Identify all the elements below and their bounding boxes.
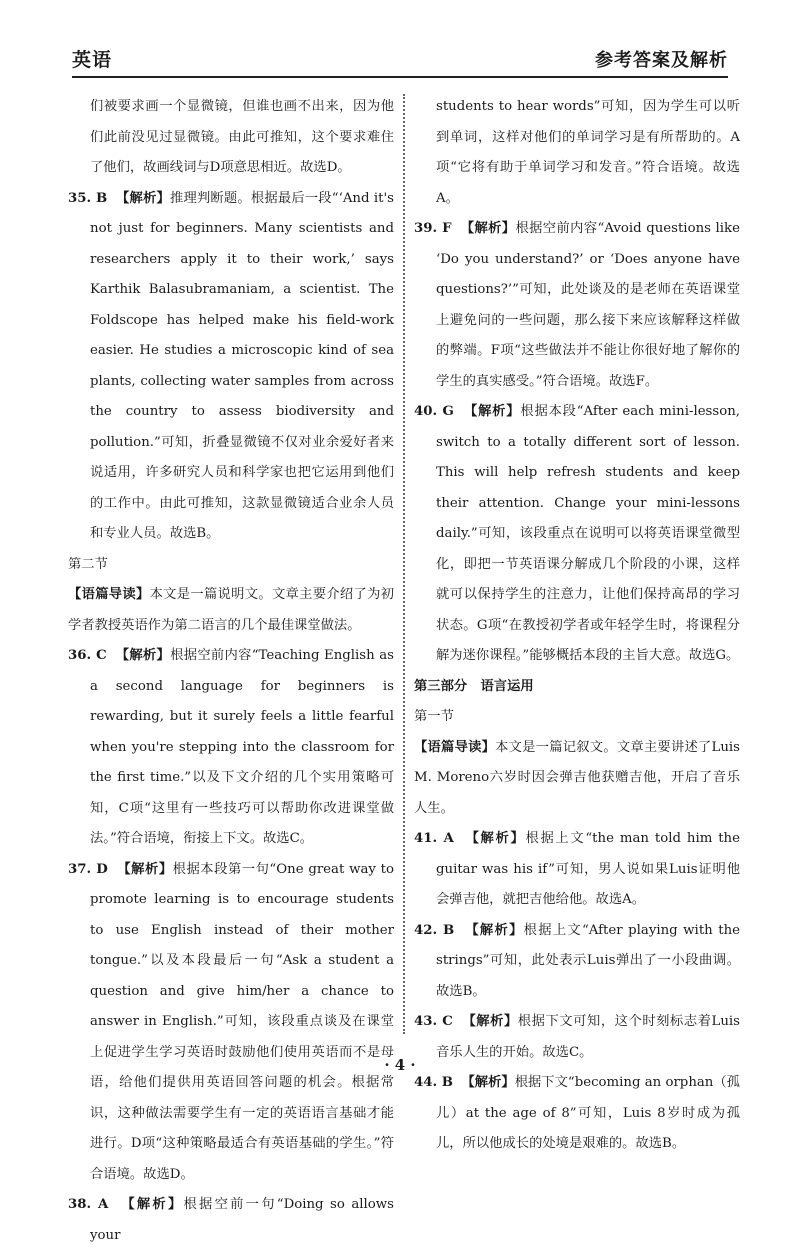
- answer-text: 根据上文“the man told him the guitar was his if”可知，男人说如果Luis证明他会弹吉他，就把吉他给他。故选A。: [436, 831, 740, 907]
- question-number: 37. D: [68, 861, 108, 877]
- right-column: [414, 92, 741, 1151]
- reading-guide: [414, 733, 740, 825]
- section-heading: 第一节: [414, 709, 454, 724]
- answer-explanation: [414, 916, 740, 1008]
- answer-text: 根据本段“After each mini-lesson, switch to a totally different sort of lesson. This will help refresh students and keep their attention. Change your mini-lessons daily.”可知，该段重点在说明可以将英语课堂微型化，即把一节英语课分解成几个阶段的小课，这样就可以保持学生的注意力，让他们保持高昂的学习状态。G项“在教授初学者或年轻学生时，将课程分解为迷你课程。”能够概括本段的主旨大意。故选G。: [436, 404, 741, 663]
- answer-text: 根据空前内容“Avoid questions like ‘Do you understand?’ or ‘Does anyone have questions?’”可知，此处谈及的是老师在英语课堂上避免问的一些问题，那么接下来应该解释这样做的弊端。F项“这些做法并不能让你很好地了解你的学生的真实感受。”符合语境。故选F。: [436, 221, 740, 389]
- answer-text: 根据空前一句“Doing so allows your: [90, 1197, 394, 1243]
- answer-text: 根据上文“After playing with the strings”可知，此处表示Luis弹出了一小段曲调。故选B。: [436, 922, 741, 999]
- part-heading: 第三部分 语言运用: [414, 678, 534, 694]
- continuation-paragraph: 们被要求画一个显微镜，但谁也画不出来，因为他们此前没见过显微镜。由此可推知，这个要求难住了他们，故画线词与D项意思相近。故选D。: [90, 99, 394, 175]
- question-number: 40. G: [414, 404, 454, 419]
- answer-text: 根据空前内容“Teaching English as a second language for beginners is rewarding, but it surely feels a little fearful when you're stepping into the classroom for the first time.”以及下文介绍的几个实用策略可知，C项“这里有一些技巧可以帮助你改进课堂做法。”符合语境，衔接上下文。故选C。: [90, 648, 394, 846]
- subject-label: 英语: [72, 49, 113, 71]
- analysis-tag: 【解析】: [117, 861, 173, 877]
- guide-text: 本文是一篇说明文。文章主要介绍了为初学者教授英语作为第二语言的几个最佳课堂做法。: [68, 587, 395, 633]
- section-heading: 第二节: [68, 556, 108, 572]
- answer-explanation: [68, 641, 394, 855]
- question-number: 36. C: [68, 648, 107, 663]
- answer-explanation: [68, 855, 394, 1191]
- analysis-tag: 【解析】: [121, 1197, 184, 1212]
- reading-guide: [68, 580, 394, 641]
- analysis-tag: 【解析】: [116, 190, 170, 206]
- question-number: 35. B: [68, 190, 108, 206]
- answer-explanation: [414, 1068, 740, 1160]
- guide-text: 本文是一篇记叙文。文章主要讲述了Luis M. Moreno六岁时因会弹吉他获赠吉他，开启了音乐人生。: [414, 739, 740, 816]
- analysis-tag: 【解析】: [461, 1075, 515, 1090]
- question-number: 39. F: [414, 221, 452, 236]
- answer-text: 根据本段第一句“One great way to promote learning is to encourage students to use English instead of their mother tongue.”以及本段最后一句“Ask a student a question and give him/her a chance to answer in English.”可知，该段重点谈及在课堂上促进学生学习英语时鼓励他们使用英语而不是母语，给他们提供用英语回答问题的机会。根据常识，这种做法需要学生有一定的英语语言基础才能进行。D项“这种策略最适合有英语基础的学生。”符合语境。故选D。: [90, 861, 394, 1182]
- analysis-tag: 【解析】: [460, 221, 516, 236]
- question-number: 43. C: [414, 1014, 453, 1029]
- answer-explanation: [68, 184, 394, 550]
- section-label: 参考答案及解析: [595, 50, 728, 71]
- analysis-tag: 【解析】: [463, 404, 521, 419]
- answer-explanation: [414, 397, 740, 672]
- guide-tag: 【语篇导读】: [414, 739, 496, 755]
- analysis-tag: 【解析】: [465, 831, 526, 846]
- left-column: [68, 92, 395, 1243]
- answer-text: 推理判断题。根据最后一段“‘And it's not just for beginners. Many scientists and researchers apply it to their work,’ says Karthik Balasubramaniam, a scientist. The Foldscope has helped make his field-work easier. He studies a microscopic kind of sea plants, collecting water samples from across the country to assess biodiversity and pollution.”可知，折叠显微镜不仅对业余爱好者来说适用，许多研究人员和科学家也把它运用到他们的工作中。由此可推知，这款显微镜适合业余人员和专业人员。故选B。: [90, 190, 394, 541]
- question-number: 44. B: [414, 1075, 454, 1090]
- analysis-tag: 【解析】: [115, 648, 171, 663]
- answer-explanation: [414, 824, 740, 916]
- page-number: · 4 ·: [384, 1056, 416, 1074]
- answer-explanation: [68, 1190, 394, 1251]
- answer-text: 根据下文“becoming an orphan（孤儿）at the age of 8”可知，Luis 8岁时成为孤儿，所以他成长的处境是艰难的。故选B。: [436, 1075, 740, 1151]
- analysis-tag: 【解析】: [465, 922, 524, 938]
- column-divider: [403, 94, 405, 1034]
- page-header: [72, 50, 728, 78]
- continuation-paragraph: students to hear words”可知，因为学生可以听到单词，这样对他们的单词学习是有所帮助的。A项“它将有助于单词学习和发音。”符合语境。故选A。: [436, 99, 740, 206]
- question-number: 41. A: [414, 831, 454, 846]
- question-number: 38. A: [68, 1197, 109, 1212]
- guide-tag: 【语篇导读】: [68, 587, 150, 602]
- question-number: 42. B: [414, 922, 455, 938]
- answer-text: 根据下文可知，这个时刻标志着Luis音乐人生的开始。故选C。: [436, 1014, 740, 1060]
- answer-explanation: [414, 214, 740, 397]
- header-rule: [72, 76, 728, 78]
- analysis-tag: 【解析】: [462, 1014, 518, 1029]
